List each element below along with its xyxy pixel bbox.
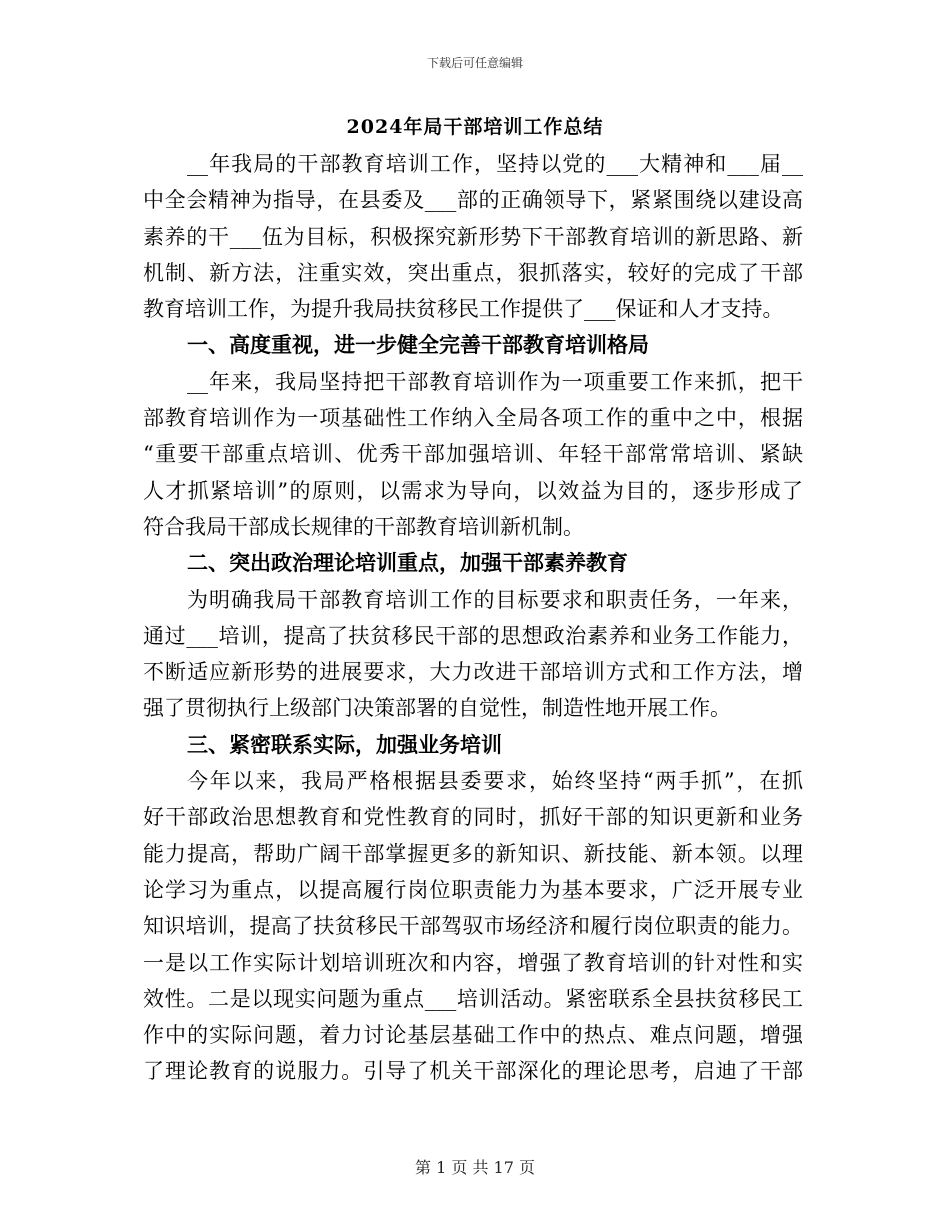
document-body [143, 146, 803, 1090]
section-heading-1: 一、高度重视，进一步健全完善干部教育培训格局 [187, 332, 649, 358]
paragraph-line: 知识培训，提高了扶贫移民干部驾驭市场经济和履行岗位职责的能力。 [143, 914, 803, 939]
paragraph-line: 中全会精神为指导，在县委及___部的正确领导下，紧紧围绕以建设高 [143, 188, 803, 213]
paragraph-line: 教育培训工作，为提升我局扶贫移民工作提供了___保证和人才支持。 [143, 297, 784, 322]
paragraph-line: 不断适应新形势的进展要求，大力改进干部培训方式和工作方法，增 [143, 660, 803, 685]
page-header-note: 下载后可任意编辑 [426, 56, 523, 70]
paragraph-line: 素养的干___伍为目标，积极探究新形势下干部教育培训的新思路、新 [143, 224, 803, 249]
paragraph-line: 人才抓紧培训”的原则，以需求为导向，以效益为目的，逐步形成了 [143, 478, 803, 503]
page-number-footer: 第 1 页 共 17 页 [415, 1158, 535, 1177]
paragraph-line: 一是以工作实际计划培训班次和内容，增强了教育培训的针对性和实 [143, 950, 803, 975]
paragraph-line: 今年以来，我局严格根据县委要求，始终坚持“两手抓”，在抓 [187, 769, 803, 794]
section-heading-3: 三、紧密联系实际，加强业务培训 [187, 731, 502, 757]
section-heading-2: 二、突出政治理论培训重点，加强干部素养教育 [187, 550, 628, 576]
paragraph-line: 机制、新方法，注重实效，突出重点，狠抓落实，较好的完成了干部 [143, 260, 803, 285]
document-title: 2024年局干部培训工作总结 [346, 116, 604, 138]
paragraph-line: 效性。二是以现实问题为重点___培训活动。紧密联系全县扶贫移民工 [143, 986, 803, 1011]
paragraph-line: 部教育培训作为一项基础性工作纳入全局各项工作的重中之中，根据 [143, 406, 803, 431]
paragraph-line: __年我局的干部教育培训工作，坚持以党的___大精神和___届__ [187, 152, 803, 176]
paragraph-line: __年来，我局坚持把干部教育培训作为一项重要工作来抓，把干 [187, 369, 803, 394]
paragraph-line: 作中的实际问题，着力讨论基层基础工作中的热点、难点问题，增强 [143, 1023, 803, 1048]
paragraph-line: 强了贯彻执行上级部门决策部署的自觉性，制造性地开展工作。 [143, 696, 731, 721]
paragraph-line: “重要干部重点培训、优秀干部加强培训、年轻干部常常培训、紧缺 [143, 442, 803, 467]
paragraph-line: 好干部政治思想教育和党性教育的同时，抓好干部的知识更新和业务 [143, 805, 803, 830]
paragraph-line: 通过___培训，提高了扶贫移民干部的思想政治素养和业务工作能力， [143, 623, 803, 648]
paragraph-line: 为明确我局干部教育培训工作的目标要求和职责任务，一年来， [187, 587, 803, 612]
paragraph-line: 能力提高，帮助广阔干部掌握更多的新知识、新技能、新本领。以理 [143, 841, 803, 866]
paragraph-line: 符合我局干部成长规律的干部教育培训新机制。 [143, 514, 584, 539]
paragraph-line: 论学习为重点，以提高履行岗位职责能力为基本要求，广泛开展专业 [143, 877, 803, 902]
paragraph-line: 了理论教育的说服力。引导了机关干部深化的理论思考，启迪了干部 [143, 1059, 803, 1084]
